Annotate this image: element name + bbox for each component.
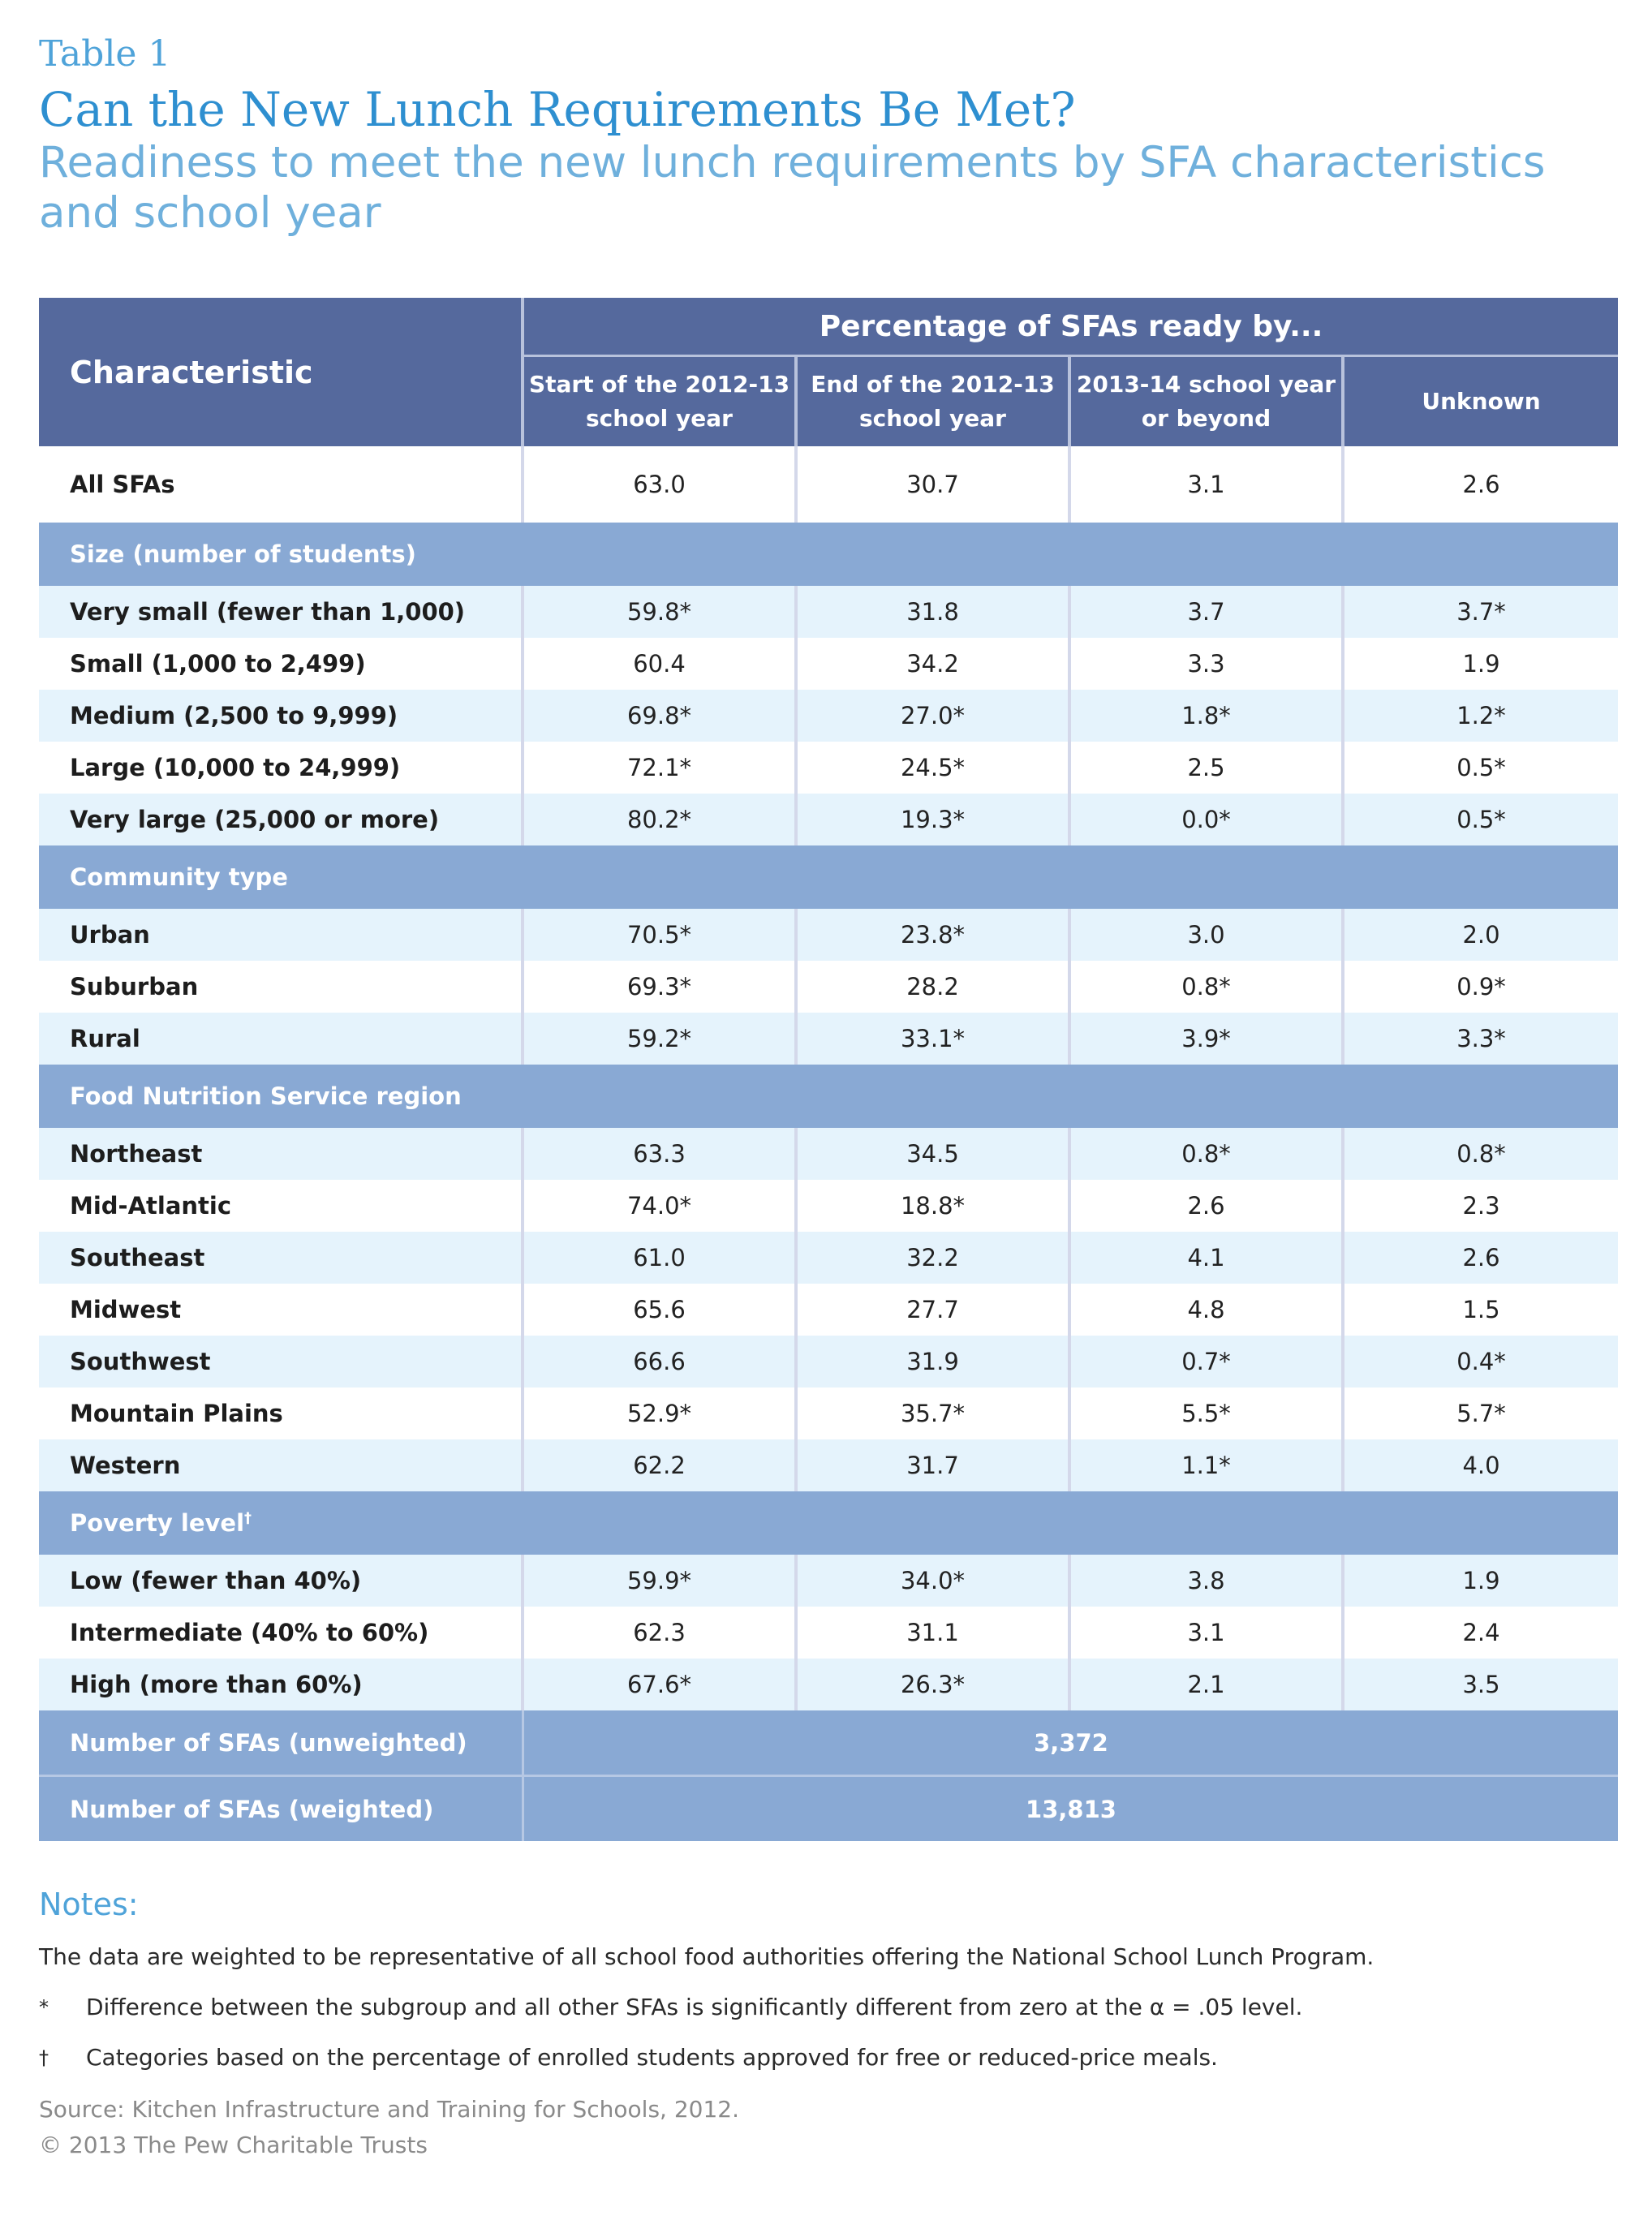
footnote-mark: † — [39, 2046, 49, 2069]
cell-value: 3.5 — [1344, 1659, 1618, 1710]
cell-value: 0.8* — [1071, 961, 1344, 1013]
cell-value: 28.2 — [798, 961, 1071, 1013]
cell-value: 5.5* — [1071, 1388, 1344, 1439]
cell-value: 3.0 — [1071, 909, 1344, 961]
column-header-start-2012-13: Start of the 2012-13 school year — [524, 357, 798, 446]
row-label: Western — [39, 1439, 524, 1491]
table-row — [39, 1128, 1618, 1180]
row-label: Suburban — [39, 961, 524, 1013]
cell-value: 31.1 — [798, 1607, 1071, 1659]
row-label: Small (1,000 to 2,499) — [39, 638, 524, 690]
table-row — [39, 1284, 1618, 1336]
cell-value: 62.2 — [524, 1439, 798, 1491]
row-label: Mountain Plains — [39, 1388, 524, 1439]
row-label: Large (10,000 to 24,999) — [39, 742, 524, 794]
cell-value: 63.0 — [524, 446, 798, 523]
readiness-table — [39, 298, 1618, 1841]
cell-value: 35.7* — [798, 1388, 1071, 1439]
section-title — [39, 1491, 1618, 1555]
cell-value: 24.5* — [798, 742, 1071, 794]
cell-value: 30.7 — [798, 446, 1071, 523]
cell-value: 19.3* — [798, 794, 1071, 845]
cell-value: 33.1* — [798, 1013, 1071, 1065]
totals-value: 13,813 — [524, 1777, 1618, 1841]
row-label: Northeast — [39, 1128, 524, 1180]
table-row — [39, 1013, 1618, 1065]
cell-value: 0.0* — [1071, 794, 1344, 845]
cell-value: 31.7 — [798, 1439, 1071, 1491]
characteristic-header: Characteristic — [39, 298, 524, 446]
cell-value: 34.2 — [798, 638, 1071, 690]
column-header-2013-14-or-beyond: 2013-14 school year or beyond — [1071, 357, 1344, 446]
cell-value: 69.8* — [524, 690, 798, 742]
cell-value: 2.5 — [1071, 742, 1344, 794]
cell-value: 3.7* — [1344, 586, 1618, 638]
cell-value: 3.3 — [1071, 638, 1344, 690]
cell-value: 0.4* — [1344, 1336, 1618, 1388]
notes-text: The data are weighted to be representative of all school food authorities offering the National School Lunch Program. — [39, 1943, 1375, 1970]
section-title — [39, 523, 1618, 586]
column-header-end-2012-13: End of the 2012-13 school year — [798, 357, 1071, 446]
cell-value: 1.8* — [1071, 690, 1344, 742]
section-title-text: Food Nutrition Service region — [70, 1082, 462, 1110]
cell-value: 27.7 — [798, 1284, 1071, 1336]
table-row — [39, 1439, 1618, 1491]
cell-value: 59.8* — [524, 586, 798, 638]
cell-value: 1.5 — [1344, 1284, 1618, 1336]
cell-value: 31.8 — [798, 586, 1071, 638]
cell-value: 34.5 — [798, 1128, 1071, 1180]
cell-value: 62.3 — [524, 1607, 798, 1659]
table-row — [39, 1336, 1618, 1388]
cell-value: 23.8* — [798, 909, 1071, 961]
cell-value: 72.1* — [524, 742, 798, 794]
row-label: Very small (fewer than 1,000) — [39, 586, 524, 638]
cell-value: 2.6 — [1071, 1180, 1344, 1232]
table-row — [39, 1388, 1618, 1439]
cell-value: 60.4 — [524, 638, 798, 690]
cell-value: 65.6 — [524, 1284, 798, 1336]
page-title: Can the New Lunch Requirements Be Met? — [39, 82, 1076, 137]
cell-value: 1.9 — [1344, 638, 1618, 690]
row-label: Rural — [39, 1013, 524, 1065]
row-label: Mid-Atlantic — [39, 1180, 524, 1232]
cell-value: 59.2* — [524, 1013, 798, 1065]
cell-value: 74.0* — [524, 1180, 798, 1232]
table-row — [39, 909, 1618, 961]
cell-value: 4.0 — [1344, 1439, 1618, 1491]
table-row — [39, 1180, 1618, 1232]
section-header-community-type — [39, 845, 1618, 909]
source-line: Source: Kitchen Infrastructure and Training for Schools, 2012. — [39, 2096, 739, 2123]
cell-value: 3.7 — [1071, 586, 1344, 638]
table-header-group-row — [39, 298, 1618, 357]
table-row-all-sfas — [39, 446, 1618, 523]
cell-value: 3.3* — [1344, 1013, 1618, 1065]
footnote-text: Categories based on the percentage of enrolled students approved for free or reduced-price meals. — [86, 2044, 1218, 2071]
cell-value: 67.6* — [524, 1659, 798, 1710]
cell-value: 70.5* — [524, 909, 798, 961]
row-label: Intermediate (40% to 60%) — [39, 1607, 524, 1659]
cell-value: 59.9* — [524, 1555, 798, 1607]
cell-value: 66.6 — [524, 1336, 798, 1388]
totals-value: 3,372 — [524, 1710, 1618, 1777]
cell-value: 0.8* — [1344, 1128, 1618, 1180]
cell-value: 26.3* — [798, 1659, 1071, 1710]
table-row — [39, 638, 1618, 690]
row-label: Southeast — [39, 1232, 524, 1284]
cell-value: 34.0* — [798, 1555, 1071, 1607]
cell-value: 1.1* — [1071, 1439, 1344, 1491]
cell-value: 2.1 — [1071, 1659, 1344, 1710]
cell-value: 3.1 — [1071, 446, 1344, 523]
footnote-dagger — [39, 2042, 1618, 2074]
cell-value: 2.0 — [1344, 909, 1618, 961]
copyright-line: © 2013 The Pew Charitable Trusts — [39, 2132, 428, 2158]
column-header-unknown: Unknown — [1344, 357, 1618, 446]
row-label: High (more than 60%) — [39, 1659, 524, 1710]
row-label: Medium (2,500 to 9,999) — [39, 690, 524, 742]
cell-value: 2.3 — [1344, 1180, 1618, 1232]
cell-value: 4.8 — [1071, 1284, 1344, 1336]
footnote-text: Difference between the subgroup and all other SFAs is significantly different from zero at the α = .05 level. — [86, 1994, 1303, 2020]
table-label: Table 1 — [39, 33, 171, 75]
totals-label: Number of SFAs (weighted) — [39, 1777, 524, 1841]
section-title-text: Size (number of students) — [70, 540, 416, 568]
section-title-text: Poverty level — [70, 1509, 245, 1537]
footnote-dagger-mark: † — [244, 1509, 252, 1527]
table-row — [39, 586, 1618, 638]
cell-value: 69.3* — [524, 961, 798, 1013]
cell-value: 5.7* — [1344, 1388, 1618, 1439]
row-label: Midwest — [39, 1284, 524, 1336]
cell-value: 0.7* — [1071, 1336, 1344, 1388]
table-row — [39, 1555, 1618, 1607]
cell-value: 31.9 — [798, 1336, 1071, 1388]
cell-value: 3.8 — [1071, 1555, 1344, 1607]
cell-value: 63.3 — [524, 1128, 798, 1180]
cell-value: 3.1 — [1071, 1607, 1344, 1659]
cell-value: 0.9* — [1344, 961, 1618, 1013]
table-row — [39, 794, 1618, 845]
page-header — [39, 31, 1618, 239]
table-body — [39, 446, 1618, 1841]
section-header-food-nutrition-service-region — [39, 1065, 1618, 1128]
section-title — [39, 845, 1618, 909]
notes-heading: Notes: — [39, 1887, 139, 1922]
cell-value: 52.9* — [524, 1388, 798, 1439]
row-label: Urban — [39, 909, 524, 961]
footnote-asterisk — [39, 1991, 1618, 2024]
cell-value: 3.9* — [1071, 1013, 1344, 1065]
cell-value: 27.0* — [798, 690, 1071, 742]
row-label: Very large (25,000 or more) — [39, 794, 524, 845]
cell-value: 1.9 — [1344, 1555, 1618, 1607]
table-row — [39, 1607, 1618, 1659]
row-label: All SFAs — [39, 446, 524, 523]
table-row — [39, 742, 1618, 794]
table-row — [39, 690, 1618, 742]
cell-value: 1.2* — [1344, 690, 1618, 742]
cell-value: 2.6 — [1344, 1232, 1618, 1284]
notes-section — [39, 1884, 1618, 2163]
cell-value: 2.4 — [1344, 1607, 1618, 1659]
cell-value: 80.2* — [524, 794, 798, 845]
table-row — [39, 1659, 1618, 1710]
cell-value: 18.8* — [798, 1180, 1071, 1232]
percentage-group-header: Percentage of SFAs ready by... — [524, 298, 1618, 357]
table-row — [39, 961, 1618, 1013]
section-title-text: Community type — [70, 863, 288, 891]
section-header-poverty-level — [39, 1491, 1618, 1555]
section-header-size-number-of-students — [39, 523, 1618, 586]
cell-value: 0.5* — [1344, 742, 1618, 794]
row-label: Southwest — [39, 1336, 524, 1388]
row-label: Low (fewer than 40%) — [39, 1555, 524, 1607]
cell-value: 32.2 — [798, 1232, 1071, 1284]
totals-label: Number of SFAs (unweighted) — [39, 1710, 524, 1777]
footnote-mark: * — [39, 1996, 49, 2019]
table-row — [39, 1232, 1618, 1284]
totals-row — [39, 1777, 1618, 1841]
cell-value: 61.0 — [524, 1232, 798, 1284]
totals-row — [39, 1710, 1618, 1777]
page-subtitle: Readiness to meet the new lunch requirements by SFA characteristics and school year — [39, 138, 1546, 238]
cell-value: 2.6 — [1344, 446, 1618, 523]
cell-value: 0.8* — [1071, 1128, 1344, 1180]
cell-value: 4.1 — [1071, 1232, 1344, 1284]
cell-value: 0.5* — [1344, 794, 1618, 845]
section-title — [39, 1065, 1618, 1128]
